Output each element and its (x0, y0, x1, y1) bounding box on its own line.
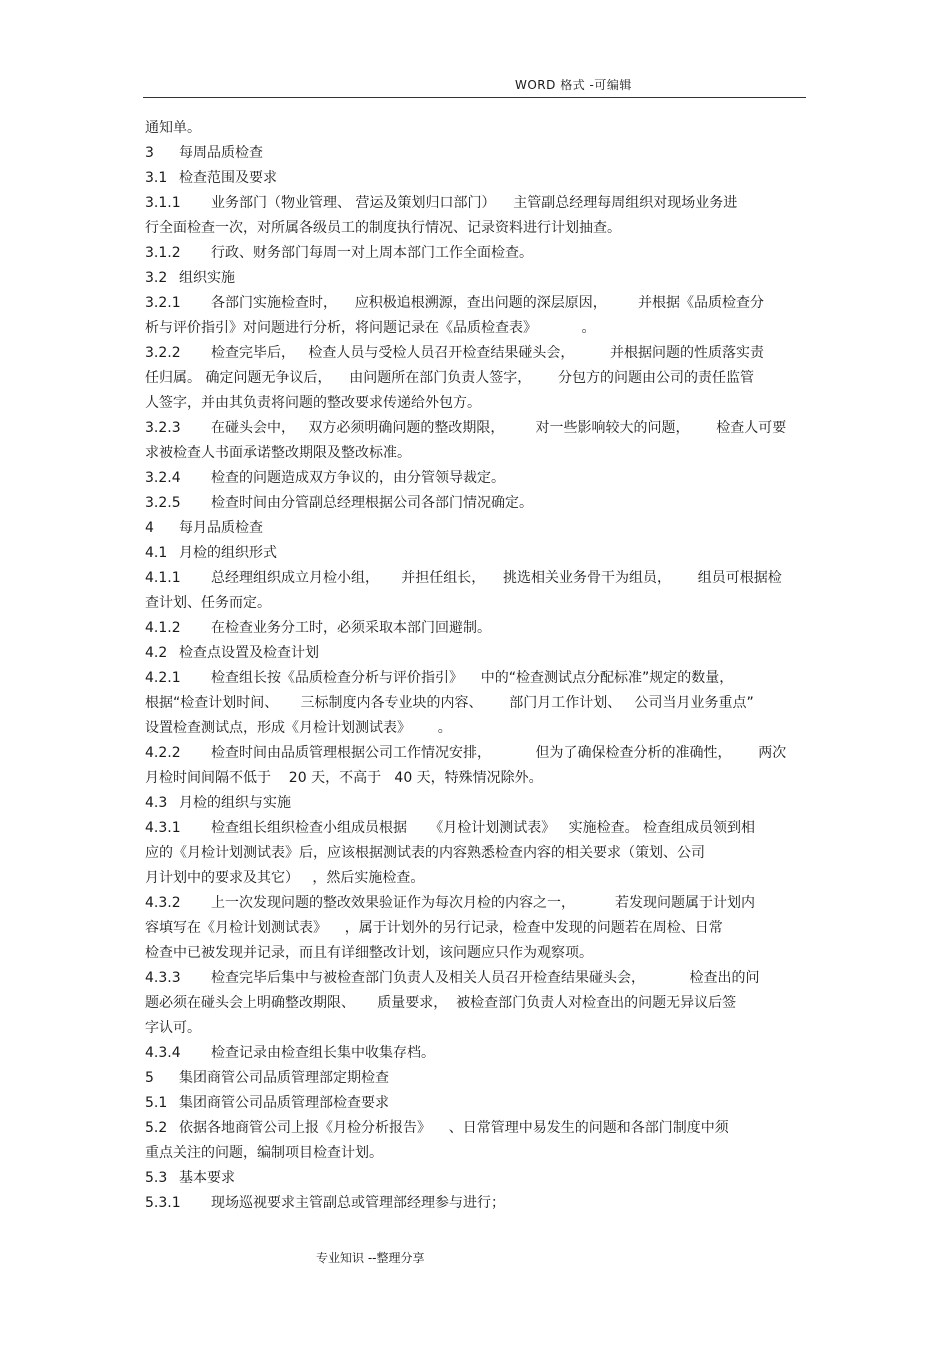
line-text: 析与评价指引》对问题进行分析，将问题记录在《品质检查表》 。 (145, 320, 596, 336)
page-header: WORD 格式 -可编辑 (515, 78, 632, 92)
text-line (145, 491, 810, 516)
line-text: 设置检查测试点，形成《月检计划测试表》 。 (145, 720, 452, 736)
text-line (145, 766, 810, 791)
section-number: 3.2.4 (145, 470, 181, 486)
text-line (145, 141, 810, 166)
text-line (145, 891, 810, 916)
text-line (145, 1016, 810, 1041)
line-text: 行全面检查一次，对所属各级员工的制度执行情况、记录资料进行计划抽查。 (145, 220, 621, 236)
line-text: 根据“检查计划时间、 三标制度内各专业块的内容、 部门月工作计划、 公司当月业务重点” (145, 695, 754, 711)
text-line (145, 741, 810, 766)
text-line (145, 216, 810, 241)
section-number: 4.3.2 (145, 895, 181, 911)
text-line (145, 1066, 810, 1091)
section-number: 3.2.5 (145, 495, 181, 511)
section-number: 5.2 (145, 1120, 168, 1136)
text-line (145, 816, 810, 841)
text-line (145, 1091, 810, 1116)
line-text: 检查完毕后集中与被检查部门负责人及相关人员召开检查结果碰头会， 检查出的问 (211, 970, 760, 986)
section-number: 5.3 (145, 1170, 168, 1186)
text-line (145, 1041, 810, 1066)
line-text: 月计划中的要求及其它） ，然后实施检查。 (145, 870, 425, 886)
section-number: 4.3.4 (145, 1045, 181, 1061)
line-text: 检查组长组织检查小组成员根据 《月检计划测试表》 实施检查。 检查组成员领到相 (211, 820, 756, 836)
line-text: 检查点设置及检查计划 (179, 645, 319, 661)
text-line (145, 416, 810, 441)
section-number: 4.2 (145, 645, 168, 661)
section-number: 3 (145, 145, 154, 161)
text-line (145, 966, 810, 991)
text-line (145, 716, 810, 741)
section-number: 3.2.1 (145, 295, 181, 311)
section-number: 5 (145, 1070, 154, 1086)
line-text: 重点关注的问题，编制项目检查计划。 (145, 1145, 383, 1161)
line-text: 月检的组织与实施 (179, 795, 291, 811)
line-text: 每周品质检查 (179, 145, 263, 161)
text-line (145, 1116, 810, 1141)
text-line (145, 541, 810, 566)
text-line (145, 466, 810, 491)
line-text: 在碰头会中， 双方必须明确问题的整改期限， 对一些影响较大的问题， 检查人可要 (211, 420, 787, 436)
line-text: 检查记录由检查组长集中收集存档。 (211, 1045, 435, 1061)
line-text: 集团商管公司品质管理部检查要求 (179, 1095, 389, 1111)
line-text: 总经理组织成立月检小组， 并担任组长， 挑选相关业务骨干为组员， 组员可根据检 (211, 570, 782, 586)
line-text: 各部门实施检查时， 应积极追根溯源，查出问题的深层原因， 并根据《品质检查分 (211, 295, 764, 311)
section-number: 4.3.1 (145, 820, 181, 836)
line-text: 检查范围及要求 (179, 170, 277, 186)
section-number: 3.2.3 (145, 420, 181, 436)
text-line (145, 616, 810, 641)
text-line (145, 366, 810, 391)
line-text: 上一次发现问题的整改效果验证作为每次月检的内容之一， 若发现问题属于计划内 (211, 895, 756, 911)
line-text: 检查组长按《品质检查分析与评价指引》 中的“检查测试点分配标准”规定的数量， (211, 670, 734, 686)
text-line (145, 1191, 810, 1216)
section-number: 3.1 (145, 170, 168, 186)
section-number: 4.2.2 (145, 745, 181, 761)
text-line (145, 991, 810, 1016)
section-number: 4.1 (145, 545, 168, 561)
line-text: 业务部门（物业管理、 营运及策划归口部门） 主管副总经理每周组织对现场业务进 (211, 195, 738, 211)
text-line (145, 516, 810, 541)
text-line (145, 841, 810, 866)
line-text: 题必须在碰头会上明确整改期限、 质量要求， 被检查部门负责人对检查出的问题无异议后签 (145, 995, 737, 1011)
text-line (145, 266, 810, 291)
line-text: 容填写在《月检计划测试表》 ，属于计划外的另行记录，检查中发现的问题若在周检、日常 (145, 920, 723, 936)
line-text: 字认可。 (145, 1020, 201, 1036)
line-text: 每月品质检查 (179, 520, 263, 536)
line-text: 人签字，并由其负责将问题的整改要求传递给外包方。 (145, 395, 481, 411)
line-text: 现场巡视要求主管副总或管理部经理参与进行； (211, 1195, 505, 1211)
line-text: 求被检查人书面承诺整改期限及整改标准。 (145, 445, 411, 461)
section-number: 4.1.2 (145, 620, 181, 636)
text-line (145, 166, 810, 191)
text-line (145, 1166, 810, 1191)
line-text: 应的《月检计划测试表》后，应该根据测试表的内容熟悉检查内容的相关要求（策划、公司 (145, 845, 705, 861)
line-text: 基本要求 (179, 1170, 235, 1186)
text-line (145, 866, 810, 891)
text-line (145, 241, 810, 266)
text-line (145, 941, 810, 966)
section-number: 5.1 (145, 1095, 168, 1111)
text-line (145, 566, 810, 591)
document-body (145, 116, 810, 1216)
text-line (145, 1141, 810, 1166)
text-line (145, 441, 810, 466)
line-text: 检查完毕后， 检查人员与受检人员召开检查结果碰头会， 并根据问题的性质落实责 (211, 345, 764, 361)
text-line (145, 791, 810, 816)
line-text: 检查中已被发现并记录，而且有详细整改计划，该问题应只作为观察项。 (145, 945, 593, 961)
section-number: 4.3.3 (145, 970, 181, 986)
text-line (145, 316, 810, 341)
line-text: 集团商管公司品质管理部定期检查 (179, 1070, 389, 1086)
line-text: 检查时间由分管副总经理根据公司各部门情况确定。 (211, 495, 533, 511)
section-number: 3.2 (145, 270, 168, 286)
text-line (145, 116, 810, 141)
section-number: 3.1.1 (145, 195, 181, 211)
line-text: 行政、财务部门每周一对上周本部门工作全面检查。 (211, 245, 533, 261)
line-text: 依据各地商管公司上报《月检分析报告》 、日常管理中易发生的问题和各部门制度中须 (179, 1120, 729, 1136)
text-line (145, 191, 810, 216)
text-line (145, 391, 810, 416)
text-line (145, 666, 810, 691)
text-line (145, 641, 810, 666)
line-text: 月检时间间隔不低于 20 天，不高于 40 天，特殊情况除外。 (145, 770, 543, 786)
text-line (145, 691, 810, 716)
line-text: 任归属。 确定问题无争议后， 由问题所在部门负责人签字， 分包方的问题由公司的责任监管 (145, 370, 754, 386)
line-text: 月检的组织形式 (179, 545, 277, 561)
line-text: 检查的问题造成双方争议的，由分管领导裁定。 (211, 470, 505, 486)
section-number: 3.1.2 (145, 245, 181, 261)
line-text: 组织实施 (179, 270, 235, 286)
text-line (145, 916, 810, 941)
line-text: 查计划、任务而定。 (145, 595, 271, 611)
text-line (145, 591, 810, 616)
page-footer: 专业知识 --整理分享 (316, 1251, 425, 1265)
text-line (145, 341, 810, 366)
text-line (145, 291, 810, 316)
line-text: 在检查业务分工时，必须采取本部门回避制。 (211, 620, 491, 636)
line-text: 检查时间由品质管理根据公司工作情况安排， 但为了确保检查分析的准确性， 两次 (211, 745, 787, 761)
section-number: 4 (145, 520, 154, 536)
section-number: 4.3 (145, 795, 168, 811)
section-number: 3.2.2 (145, 345, 181, 361)
section-number: 4.1.1 (145, 570, 181, 586)
line-text: 通知单。 (145, 120, 201, 136)
section-number: 5.3.1 (145, 1195, 181, 1211)
section-number: 4.2.1 (145, 670, 181, 686)
header-rule (143, 97, 806, 98)
